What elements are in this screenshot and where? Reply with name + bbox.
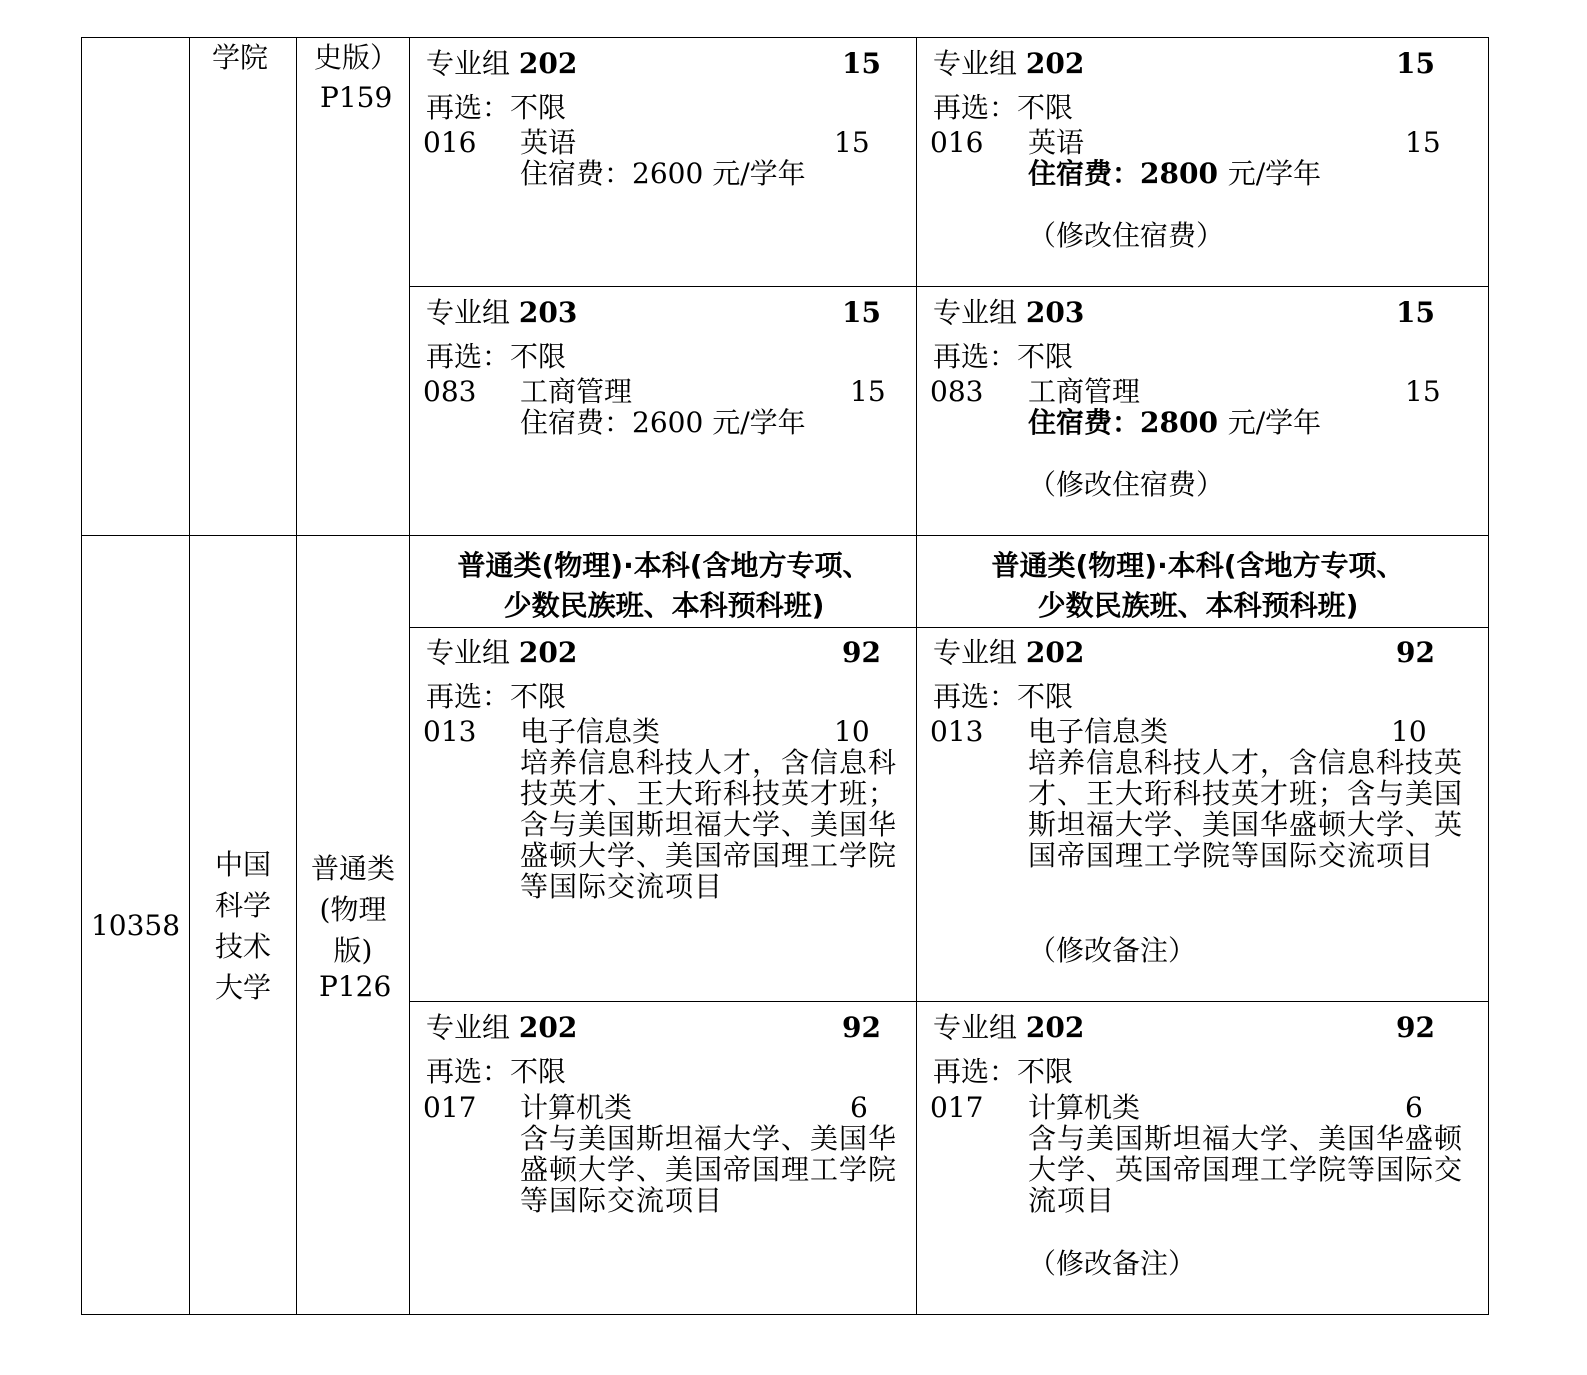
major-code: 083 xyxy=(930,375,984,408)
reselect-text: 再选：不限 xyxy=(933,340,1074,373)
major-code: 017 xyxy=(423,1091,477,1124)
row-divider xyxy=(409,1001,1488,1002)
group-label: 专业组 202 xyxy=(426,636,578,669)
admission-table xyxy=(81,37,1489,1315)
group-count: 92 xyxy=(842,636,881,669)
version-page: P159 xyxy=(320,81,393,114)
major-count: 15 xyxy=(834,126,870,159)
major-remark: 培养信息科技人才，含信息科技英才、王大珩科技英才班；含与美国斯坦福大学、美国华盛顿大学、英国帝国理工学院等国际交流项目 xyxy=(1028,746,1464,872)
category-header-new: 普通类(物理)·本科(含地方专项、少数民族班、本科预科班) xyxy=(991,549,1405,622)
row-divider xyxy=(409,627,1488,628)
major-name: 英语 xyxy=(520,126,577,159)
col-divider xyxy=(409,38,410,1314)
fee-text: 住宿费：2600 元/学年 xyxy=(520,406,806,439)
major-count: 6 xyxy=(1405,1091,1423,1124)
major-name: 电子信息类 xyxy=(1028,715,1169,748)
row-divider xyxy=(82,535,1488,536)
major-name: 工商管理 xyxy=(1028,375,1141,408)
version-page: P126 xyxy=(319,970,392,1003)
major-name: 英语 xyxy=(1028,126,1085,159)
major-name: 电子信息类 xyxy=(520,715,661,748)
group-label: 专业组 202 xyxy=(933,1011,1085,1044)
major-remark: 含与美国斯坦福大学、美国华盛顿大学、英国帝国理工学院等国际交流项目 xyxy=(1028,1122,1464,1217)
major-count: 15 xyxy=(1405,375,1441,408)
group-count: 92 xyxy=(842,1011,881,1044)
col-divider xyxy=(296,38,297,1314)
reselect-text: 再选：不限 xyxy=(426,1055,567,1088)
major-count: 15 xyxy=(1405,126,1441,159)
major-name: 计算机类 xyxy=(520,1091,633,1124)
reselect-text: 再选：不限 xyxy=(933,680,1074,713)
reselect-text: 再选：不限 xyxy=(426,340,567,373)
group-label: 专业组 202 xyxy=(426,1011,578,1044)
plan-version: 普通类(物理版) xyxy=(310,852,395,967)
major-remark: 培养信息科技人才，含信息科技英才、王大珩科技英才班；含与美国斯坦福大学、美国华盛顿大学、美国帝国理工学院等国际交流项目 xyxy=(520,746,898,903)
major-name: 工商管理 xyxy=(520,375,633,408)
reselect-text: 再选：不限 xyxy=(933,91,1074,124)
group-count: 15 xyxy=(1396,296,1435,329)
major-count: 10 xyxy=(1391,715,1427,748)
group-count: 15 xyxy=(842,296,881,329)
group-count: 15 xyxy=(1396,47,1435,80)
school-name-tail: 学院 xyxy=(212,41,269,74)
change-note: （修改备注） xyxy=(1028,934,1197,967)
group-label: 专业组 202 xyxy=(933,636,1085,669)
fee-text: 住宿费：2600 元/学年 xyxy=(520,157,806,190)
major-code: 017 xyxy=(930,1091,984,1124)
major-code: 016 xyxy=(423,126,477,159)
major-code: 013 xyxy=(423,715,477,748)
major-code: 083 xyxy=(423,375,477,408)
fee-text: 住宿费：2800 元/学年 xyxy=(1028,406,1322,439)
change-note: （修改住宿费） xyxy=(1028,468,1225,501)
group-label: 专业组 202 xyxy=(933,47,1085,80)
reselect-text: 再选：不限 xyxy=(426,680,567,713)
school-name: 中国科学技术大学 xyxy=(214,848,271,1004)
col-divider xyxy=(189,38,190,1314)
major-code: 016 xyxy=(930,126,984,159)
version-tail: 史版） xyxy=(314,41,399,74)
group-count: 15 xyxy=(842,47,881,80)
change-note: （修改住宿费） xyxy=(1028,219,1225,252)
major-count: 6 xyxy=(850,1091,868,1124)
major-count: 10 xyxy=(834,715,870,748)
category-header-old: 普通类(物理)·本科(含地方专项、少数民族班、本科预科班) xyxy=(457,549,871,622)
group-label: 专业组 203 xyxy=(426,296,578,329)
fee-text: 住宿费：2800 元/学年 xyxy=(1028,157,1322,190)
reselect-text: 再选：不限 xyxy=(426,91,567,124)
row-divider xyxy=(409,286,1488,287)
reselect-text: 再选：不限 xyxy=(933,1055,1074,1088)
col-divider xyxy=(916,38,917,1314)
group-count: 92 xyxy=(1396,1011,1435,1044)
group-label: 专业组 202 xyxy=(426,47,578,80)
major-name: 计算机类 xyxy=(1028,1091,1141,1124)
major-remark: 含与美国斯坦福大学、美国华盛顿大学、美国帝国理工学院等国际交流项目 xyxy=(520,1122,898,1217)
major-count: 15 xyxy=(850,375,886,408)
major-code: 013 xyxy=(930,715,984,748)
group-label: 专业组 203 xyxy=(933,296,1085,329)
school-code: 10358 xyxy=(90,909,181,942)
change-note: （修改备注） xyxy=(1028,1247,1197,1280)
group-count: 92 xyxy=(1396,636,1435,669)
